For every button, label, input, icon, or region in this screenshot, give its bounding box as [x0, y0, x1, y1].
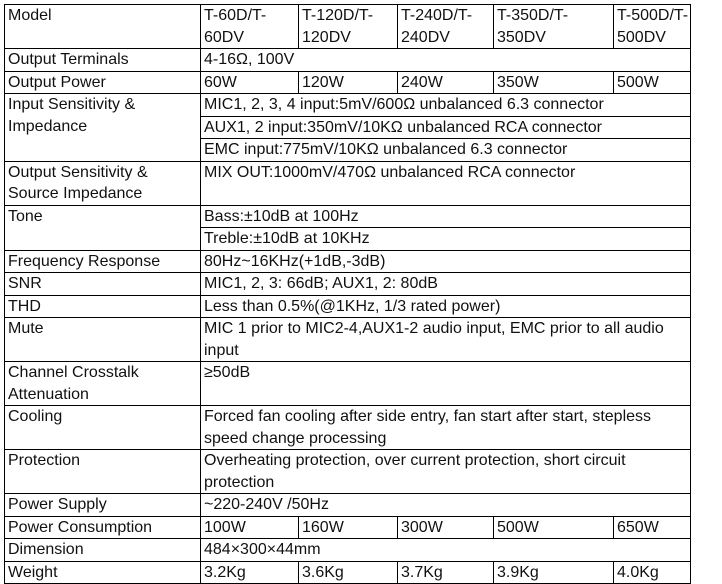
table-row-dimension	[5, 539, 691, 562]
value-cell-mic-input: MIC1, 2, 3, 4 input:5mV/600Ω unbalanced 6.3 connector	[201, 94, 691, 117]
value-cell: 3.2Kg	[201, 561, 299, 584]
value-cell-thd: Less than 0.5%(@1KHz, 1/3 rated power)	[201, 295, 691, 318]
table-row-model	[5, 5, 691, 49]
value-cell-bass: Bass:±10dB at 100Hz	[201, 205, 691, 228]
value-cell-emc-input: EMC input:775mV/10KΩ unbalanced 6.3 connector	[201, 139, 691, 162]
value-cell: 3.6Kg	[299, 561, 398, 584]
value-cell-treble: Treble:±10dB at 10KHz	[201, 228, 691, 251]
table-row-power-supply	[5, 494, 691, 517]
table-row-mute	[5, 318, 691, 362]
row-label-dimension: Dimension	[5, 539, 201, 562]
row-label-crosstalk: Channel Crosstalk Attenuation	[5, 362, 201, 406]
value-cell-output-terminals: 4-16Ω, 100V	[201, 49, 691, 72]
table-row-frequency-response	[5, 250, 691, 273]
row-label-power-supply: Power Supply	[5, 494, 201, 517]
row-label-output-sensitivity: Output Sensitivity & Source Impedance	[5, 161, 201, 205]
model-cell: T-60D/T-60DV	[201, 5, 299, 49]
table-row-snr	[5, 273, 691, 296]
row-label-mute: Mute	[5, 318, 201, 362]
value-cell: 650W	[614, 516, 691, 539]
table-row-weight	[5, 561, 691, 584]
value-cell-output-sensitivity: MIX OUT:1000mV/470Ω unbalanced RCA connector	[201, 161, 691, 205]
value-cell: 160W	[299, 516, 398, 539]
value-cell-dimension: 484×300×44mm	[201, 539, 691, 562]
value-cell: 100W	[201, 516, 299, 539]
table-row-cooling	[5, 406, 691, 450]
model-cell: T-350D/T-350DV	[494, 5, 614, 49]
value-cell-power-supply: ~220-240V /50Hz	[201, 494, 691, 517]
row-label-model: Model	[5, 5, 201, 49]
row-label-tone: Tone	[5, 205, 201, 250]
table-row-output-terminals	[5, 49, 691, 72]
model-cell: T-240D/T-240DV	[398, 5, 494, 49]
value-cell: 300W	[398, 516, 494, 539]
value-cell-protection: Overheating protection, over current protection, short circuit protection	[201, 450, 691, 494]
table-row-input-sensitivity	[5, 94, 691, 117]
row-label-snr: SNR	[5, 273, 201, 296]
value-cell: 4.0Kg	[614, 561, 691, 584]
row-label-output-power: Output Power	[5, 71, 201, 94]
table-row-thd	[5, 295, 691, 318]
model-cell: T-500D/T-500DV	[614, 5, 691, 49]
row-label-output-terminals: Output Terminals	[5, 49, 201, 72]
value-cell: 240W	[398, 71, 494, 94]
table-row-tone-bass	[5, 205, 691, 228]
table-row-crosstalk	[5, 362, 691, 406]
value-cell-snr: MIC1, 2, 3: 66dB; AUX1, 2: 80dB	[201, 273, 691, 296]
row-label-frequency-response: Frequency Response	[5, 250, 201, 273]
table-row-power-consumption	[5, 516, 691, 539]
row-label-cooling: Cooling	[5, 406, 201, 450]
value-cell-cooling: Forced fan cooling after side entry, fan start after start, stepless speed change processing	[201, 406, 691, 450]
row-label-input-sensitivity: Input Sensitivity & Impedance	[5, 94, 201, 162]
value-cell: 350W	[494, 71, 614, 94]
value-cell: 3.7Kg	[398, 561, 494, 584]
value-cell-frequency-response: 80Hz~16KHz(+1dB,-3dB)	[201, 250, 691, 273]
value-cell: 120W	[299, 71, 398, 94]
value-cell-aux-input: AUX1, 2 input:350mV/10KΩ unbalanced RCA connector	[201, 116, 691, 139]
spec-table-container	[4, 4, 691, 584]
value-cell-crosstalk: ≥50dB	[201, 362, 691, 406]
value-cell: 500W	[614, 71, 691, 94]
value-cell: 60W	[201, 71, 299, 94]
value-cell: 3.9Kg	[494, 561, 614, 584]
row-label-power-consumption: Power Consumption	[5, 516, 201, 539]
value-cell: 500W	[494, 516, 614, 539]
table-row-output-sensitivity	[5, 161, 691, 205]
row-label-weight: Weight	[5, 561, 201, 584]
row-label-protection: Protection	[5, 450, 201, 494]
table-row-protection	[5, 450, 691, 494]
row-label-thd: THD	[5, 295, 201, 318]
spec-table	[4, 4, 691, 584]
table-row-output-power	[5, 71, 691, 94]
model-cell: T-120D/T-120DV	[299, 5, 398, 49]
value-cell-mute: MIC 1 prior to MIC2-4,AUX1-2 audio input, EMC prior to all audio input	[201, 318, 691, 362]
